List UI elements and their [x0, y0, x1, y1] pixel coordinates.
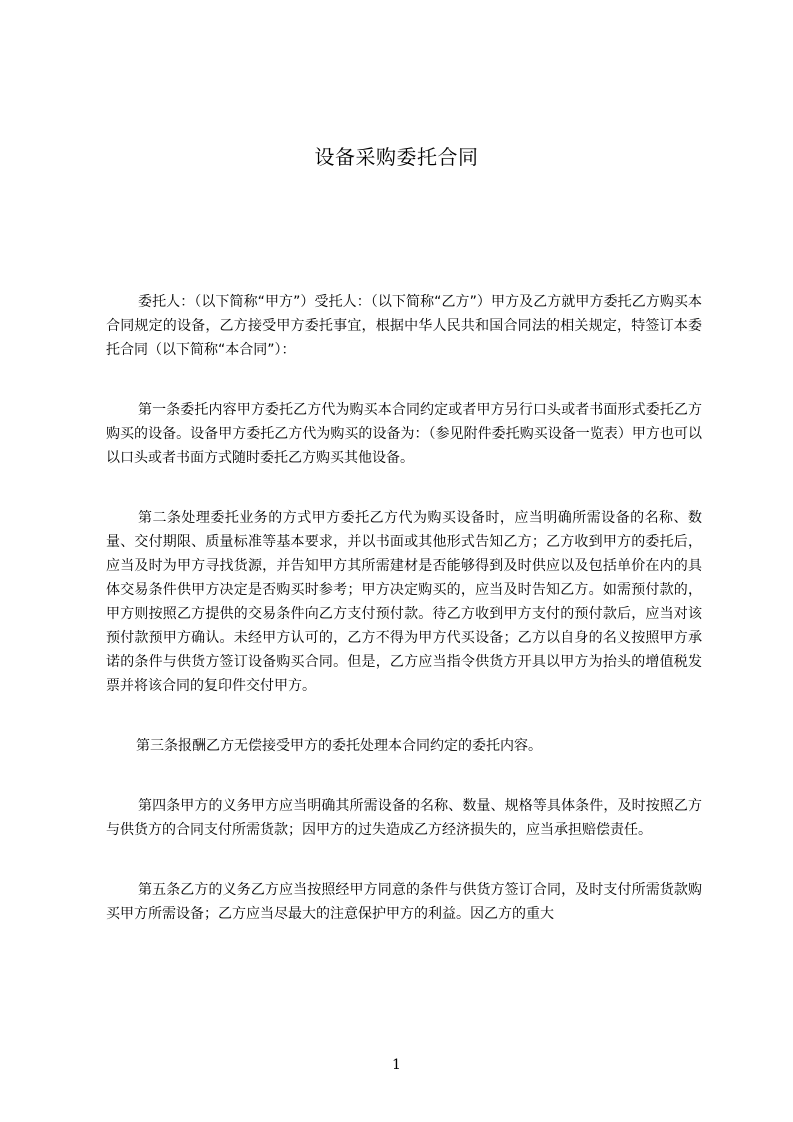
paragraph-article-3: 第三条报酬乙方无偿接受甲方的委托处理本合同约定的委托内容。	[136, 738, 542, 754]
page-number: 1	[392, 1057, 401, 1073]
document-body	[106, 290, 702, 962]
paragraph-article-4: 第四条甲方的义务甲方应当明确其所需设备的名称、数量、规格等具体条件，及时按照乙方与供货方的合同支付所需货款；因甲方的过失造成乙方经济损失的，应当承担赔偿责任。	[106, 798, 702, 838]
paragraph-article-1: 第一条委托内容甲方委托乙方代为购买本合同约定或者甲方另行口头或者书面形式委托乙方购买的设备。设备甲方委托乙方代为购买的设备为：（参见附件委托购买设备一览表）甲方也可以以口头或者书面方式随时委托乙方购买其他设备。	[106, 402, 702, 466]
document-title: 设备采购委托合同	[314, 145, 479, 169]
paragraph-article-2: 第二条处理委托业务的方式甲方委托乙方代为购买设备时，应当明确所需设备的名称、数量、交付期限、质量标准等基本要求，并以书面或其他形式告知乙方；乙方收到甲方的委托后，应当及时为甲方寻找货源，并告知甲方其所需建材是否能够得到及时供应以及包括单价在内的具体交易条件供甲方决定是否购买时参考；甲方决定购买的，应当及时告知乙方。如需预付款的，甲方则按照乙方提供的交易条件向乙方支付预付款。待乙方收到甲方支付的预付款后，应当对该预付款预甲方确认。未经甲方认可的，乙方不得为甲方代买设备；乙方以自身的名义按照甲方承诺的条件与供货方签订设备购买合同。但是，乙方应当指令供货方开具以甲方为抬头的增值税发票并将该合同的复印件交付甲方。	[106, 510, 702, 694]
paragraph-article-5: 第五条乙方的义务乙方应当按照经甲方同意的条件与供货方签订合同，及时支付所需货款购买甲方所需设备；乙方应当尽最大的注意保护甲方的利益。因乙方的重大	[106, 882, 702, 922]
paragraph-preamble: 委托人：（以下简称“甲方”）受托人：（以下简称“乙方”）甲方及乙方就甲方委托乙方购买本合同规定的设备，乙方接受甲方委托事宜，根据中华人民共和国合同法的相关规定，特签订本委托合同（以下简称“本合同”）：	[106, 294, 702, 358]
